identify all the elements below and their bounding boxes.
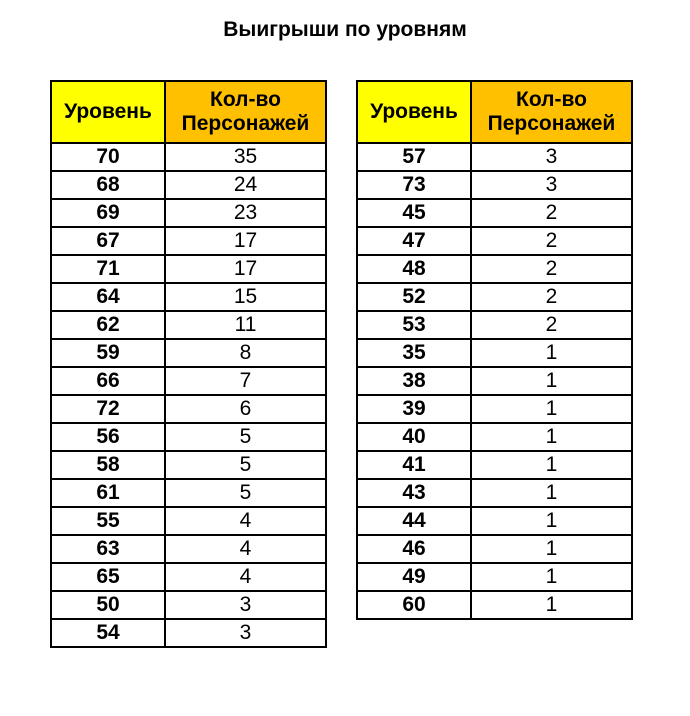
table-row: [51, 171, 326, 199]
count-cell: 1: [471, 591, 632, 619]
level-cell: 38: [357, 367, 471, 395]
level-cell: 72: [51, 395, 165, 423]
table-row: [51, 143, 326, 171]
table-row: [51, 423, 326, 451]
table-row: [51, 479, 326, 507]
table-body-right: [357, 143, 632, 619]
count-cell: 24: [165, 171, 326, 199]
level-cell: 49: [357, 563, 471, 591]
count-cell: 17: [165, 227, 326, 255]
count-cell: 1: [471, 535, 632, 563]
table-row: [357, 451, 632, 479]
level-cell: 35: [357, 339, 471, 367]
count-cell: 2: [471, 199, 632, 227]
table-row: [51, 367, 326, 395]
level-cell: 71: [51, 255, 165, 283]
level-cell: 45: [357, 199, 471, 227]
level-cell: 46: [357, 535, 471, 563]
table-row: [357, 143, 632, 171]
count-header-line1: Кол-во: [516, 88, 587, 111]
count-cell: 5: [165, 423, 326, 451]
table-row: [51, 535, 326, 563]
level-cell: 63: [51, 535, 165, 563]
table-row: [51, 255, 326, 283]
count-cell: 11: [165, 311, 326, 339]
count-cell: 2: [471, 255, 632, 283]
level-cell: 59: [51, 339, 165, 367]
level-cell: 70: [51, 143, 165, 171]
count-cell: 7: [165, 367, 326, 395]
count-cell: 1: [471, 339, 632, 367]
level-cell: 41: [357, 451, 471, 479]
level-cell: 61: [51, 479, 165, 507]
level-cell: 40: [357, 423, 471, 451]
count-cell: 1: [471, 507, 632, 535]
count-cell: 1: [471, 451, 632, 479]
count-column-header: [471, 81, 632, 143]
count-cell: 2: [471, 311, 632, 339]
count-cell: 5: [165, 479, 326, 507]
count-cell: 3: [165, 591, 326, 619]
table-row: [357, 367, 632, 395]
table-header-row: [357, 81, 632, 143]
level-cell: 66: [51, 367, 165, 395]
count-cell: 1: [471, 423, 632, 451]
count-cell: 6: [165, 395, 326, 423]
count-cell: 4: [165, 535, 326, 563]
count-cell: 2: [471, 283, 632, 311]
table-row: [357, 479, 632, 507]
count-cell: 1: [471, 367, 632, 395]
count-column-header: [165, 81, 326, 143]
level-cell: 53: [357, 311, 471, 339]
table-row: [357, 339, 632, 367]
table-header-row: [51, 81, 326, 143]
table-row: [357, 171, 632, 199]
level-cell: 67: [51, 227, 165, 255]
count-cell: 3: [165, 619, 326, 647]
level-cell: 58: [51, 451, 165, 479]
levels-table-left: [50, 80, 327, 648]
table-row: [51, 507, 326, 535]
table-row: [51, 451, 326, 479]
level-cell: 48: [357, 255, 471, 283]
level-cell: 56: [51, 423, 165, 451]
count-cell: 2: [471, 227, 632, 255]
level-column-header: Уровень: [51, 81, 165, 143]
count-cell: 4: [165, 507, 326, 535]
table-row: [51, 563, 326, 591]
table-row: [51, 227, 326, 255]
table-row: [357, 311, 632, 339]
table-row: [51, 591, 326, 619]
page-title: Выигрыши по уровням: [223, 18, 467, 41]
table-row: [357, 535, 632, 563]
table-row: [357, 395, 632, 423]
levels-table-right: [356, 80, 633, 620]
count-cell: 4: [165, 563, 326, 591]
level-cell: 54: [51, 619, 165, 647]
table-row: [357, 283, 632, 311]
table-row: [51, 199, 326, 227]
level-cell: 64: [51, 283, 165, 311]
table-row: [357, 591, 632, 619]
count-cell: 23: [165, 199, 326, 227]
table-row: [357, 563, 632, 591]
count-cell: 1: [471, 479, 632, 507]
count-cell: 17: [165, 255, 326, 283]
table-row: [51, 619, 326, 647]
count-header-line2: Персонажей: [487, 112, 616, 135]
level-cell: 62: [51, 311, 165, 339]
count-cell: 1: [471, 395, 632, 423]
level-cell: 50: [51, 591, 165, 619]
table-row: [51, 339, 326, 367]
level-cell: 60: [357, 591, 471, 619]
table-row: [357, 199, 632, 227]
count-cell: 15: [165, 283, 326, 311]
table-row: [51, 283, 326, 311]
table-row: [357, 423, 632, 451]
level-cell: 73: [357, 171, 471, 199]
count-cell: 5: [165, 451, 326, 479]
table-body-left: [51, 143, 326, 647]
table-row: [357, 227, 632, 255]
level-cell: 43: [357, 479, 471, 507]
table-row: [357, 507, 632, 535]
level-cell: 47: [357, 227, 471, 255]
count-header-line2: Персонажей: [181, 112, 310, 135]
count-cell: 35: [165, 143, 326, 171]
level-cell: 69: [51, 199, 165, 227]
count-header-line1: Кол-во: [210, 88, 281, 111]
table-row: [51, 311, 326, 339]
table-row: [51, 395, 326, 423]
level-cell: 68: [51, 171, 165, 199]
table-row: [357, 255, 632, 283]
level-cell: 57: [357, 143, 471, 171]
count-cell: 1: [471, 563, 632, 591]
count-cell: 8: [165, 339, 326, 367]
count-cell: 3: [471, 143, 632, 171]
level-cell: 52: [357, 283, 471, 311]
level-cell: 44: [357, 507, 471, 535]
level-cell: 39: [357, 395, 471, 423]
level-column-header: Уровень: [357, 81, 471, 143]
level-cell: 55: [51, 507, 165, 535]
count-cell: 3: [471, 171, 632, 199]
level-cell: 65: [51, 563, 165, 591]
